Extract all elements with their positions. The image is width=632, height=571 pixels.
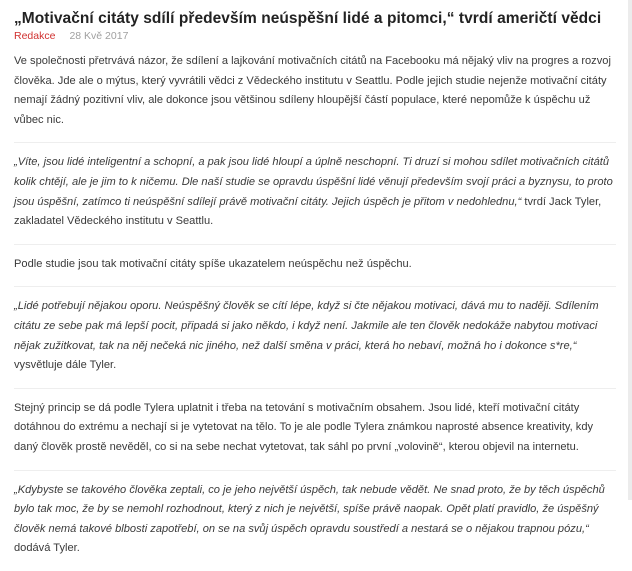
scrollbar[interactable] xyxy=(628,0,632,500)
quote-block-3 xyxy=(14,481,616,571)
article-title: „Motivační citáty sdílí především neúspěšní lidé a pitomci,“ tvrdí američtí vědci xyxy=(14,10,602,27)
article-meta xyxy=(14,30,616,42)
quote-attribution-3: dodává Tyler. xyxy=(14,542,80,555)
quote-text-2: „Lidé potřebují nějakou oporu. Neúspěšný člověk se cítí lépe, když si čte nějakou motivaci, dává mu to naději. Sdílením citátu ze sebe pak má lepší pocit, připadá si jako někdo, i když není. Jakmile ale ten člověk nedokáže nabytou motivaci nějak zužitkovat, tak na něj nečeká nic jiného, než další směna v práci, která ho nebaví, možná ho i dokonce s*re,“ xyxy=(14,300,599,352)
quote-attribution-1: tvrdí Jack Tyler, zakladatel Vědeckého institutu v Seattlu. xyxy=(14,195,602,228)
paragraph-study: Podle studie jsou tak motivační citáty spíše ukazatelem neúspěchu než úspěchu. xyxy=(14,255,616,288)
quote-text-1: „Víte, jsou lidé inteligentní a schopní, a pak jsou lidé hloupí a úplně neschopní. Ti druzí si mohou sdílet motivačních citátů kolik chtějí, ale je jim to k ničemu. Dle naší studie se opravdu úspěšní lidé věnují především svojí práci a byznysu, to proto jsou úspěšní, zatímco ti neúspěšní sdílejí právě motivační citáty. Jejich úspěch je přitom v nedohlednu,“ xyxy=(14,156,613,208)
quote-block-1 xyxy=(14,153,616,244)
paragraph-tattoo: Stejný princip se dá podle Tylera uplatnit i třeba na tetování s motivačním obsahem. Jsou lidé, kteří motivační citáty dotáhnou do extrému a nechají si je vytetovat na tělo. To je ale podle Tylera známkou naprosté absence kreativity, kdy daný člověk prostě nevěděl, co si na sebe nechat vytetovat, tak sáhl po první „volovině“, kterou objevil na internetu. xyxy=(14,399,616,471)
publish-date: 28 Kvě 2017 xyxy=(69,30,129,42)
quote-block-2 xyxy=(14,297,616,388)
quote-attribution-2: vysvětluje dále Tyler. xyxy=(14,359,117,372)
paragraph-intro: Ve společnosti přetrvává názor, že sdílení a lajkování motivačních citátů na Facebooku má nějaký vliv na progres a rozvoj člověka. Jde ale o mýtus, který vyvrátili vědci z Vědeckého institutu v Seattlu. Podle jejich studie nejenže motivační citáty nemají žádný pozitivní vliv, ale dokonce jsou většinou sdíleny hloupější částí populace, které nepomůže k úspěchu už vůbec nic. xyxy=(14,52,616,143)
author-link[interactable]: Redakce xyxy=(14,30,56,42)
quote-text-3: „Kdybyste se takového člověka zeptali, co je jeho největší úspěch, tak nebude vědět. Ne snad proto, že by těch úspěchů bylo tak moc, že by se nemohl rozhodnout, který z nich je největší, spíše právě naopak. Opět platí pravidlo, že úspěšný člověk nemá takové blbosti zapotřebí, on se na svůj úspěch opravdu soustředí a nestará se o nějakou trapnou pózu,“ xyxy=(14,483,605,535)
